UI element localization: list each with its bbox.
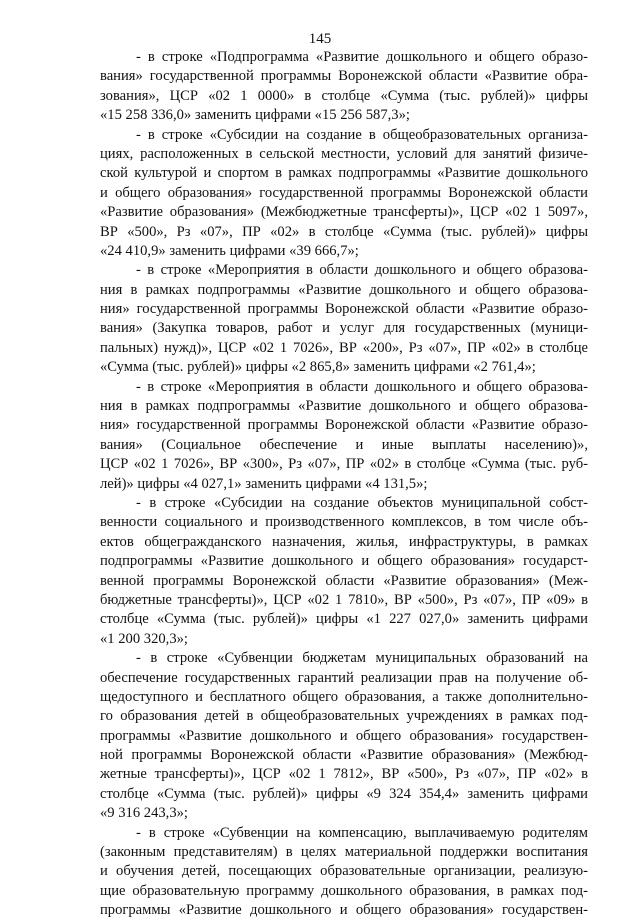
text-line: ной программы Воронежской области «Развитие образования» (Межбюд- — [100, 747, 588, 764]
text-line: ской культурой и спортом в рамках подпрограммы «Развитие дошкольного — [100, 165, 588, 182]
text-line: бюджетные трансферты)», ЦСР «02 1 7810», ВР «500», Рз «07», ПР «09» в — [100, 591, 588, 608]
text-line: щедоступного и бесплатного общего образования, а также дополнительно- — [100, 688, 588, 705]
text-line: (законным представителям) в целях материальной поддержки воспитания — [100, 844, 588, 861]
text-line: венности социального и производственного комплексов, в том числе объ- — [100, 514, 588, 531]
text-line: обеспечение государственных гарантий реализации прав на получение об- — [100, 669, 588, 686]
text-line: «Сумма (тыс. рублей)» цифры «2 865,8» заменить цифрами «2 761,4»; — [100, 359, 536, 376]
text-line: венной программы Воронежской области «Развитие образования» (Меж- — [100, 572, 588, 589]
paragraph — [100, 494, 588, 649]
text-line: «15 258 336,0» заменить цифрами «15 256 587,3»; — [100, 107, 410, 124]
text-line: - в строке «Мероприятия в области дошкольного и общего образова- — [136, 262, 588, 279]
paragraph — [100, 824, 588, 921]
text-line: го образования детей в общеобразовательных учреждениях в рамках под- — [100, 708, 588, 725]
text-line: - в строке «Субвенции на компенсацию, выплачиваемую родителям — [136, 824, 588, 841]
text-line: циях, расположенных в сельской местности, условий для занятий физиче- — [100, 145, 588, 162]
text-line: - в строке «Субсидии на создание объектов муниципальной собст- — [136, 494, 588, 511]
text-line: ния в рамках подпрограммы «Развитие дошкольного и общего образова- — [100, 281, 588, 298]
text-line: - в строке «Подпрограмма «Развитие дошкольного и общего образо- — [136, 49, 588, 65]
text-line: и обучения детей, посещающих образовательные организации, реализую- — [100, 863, 588, 880]
text-line: столбце «Сумма (тыс. рублей)» цифры «1 227 027,0» заменить цифрами — [100, 611, 588, 628]
text-line: ния» государственной программы Воронежской области «Развитие образо- — [100, 417, 588, 434]
text-line: - в строке «Субсидии на создание в общеобразовательных организа- — [136, 126, 588, 143]
text-line: щие образовательную программу дошкольного образования, в рамках под- — [100, 882, 588, 899]
text-line: ЦСР «02 1 7026», ВР «300», Рз «07», ПР «02» в столбце «Сумма (тыс. руб- — [100, 456, 588, 473]
text-line: программы «Развитие дошкольного и общего образования» государствен- — [100, 902, 588, 919]
text-line: - в строке «Субвенции бюджетам муниципальных образований на — [136, 650, 588, 667]
paragraph — [100, 126, 588, 262]
text-line: вания» (Закупка товаров, работ и услуг для государственных (муници- — [100, 320, 588, 337]
text-line: жетные трансферты)», ЦСР «02 1 7812», ВР «500», Рз «07», ПР «02» в — [100, 766, 588, 783]
text-line: лей)» цифры «4 027,1» заменить цифрами «4 131,5»; — [100, 475, 428, 492]
text-line: «24 410,9» заменить цифрами «39 666,7»; — [100, 242, 359, 259]
text-line: вания» государственной программы Воронежской области «Развитие обра- — [100, 68, 588, 85]
text-line: зования», ЦСР «02 1 0000» в столбце «Сумма (тыс. рублей)» цифры — [100, 87, 588, 104]
text-line: пальных) нужд)», ЦСР «02 1 7026», ВР «200», Рз «07», ПР «02» в столбце — [100, 339, 588, 356]
text-line: «1 200 320,3»; — [100, 630, 188, 647]
text-line: «9 316 243,3»; — [100, 805, 188, 822]
page-number: 145 — [308, 31, 332, 47]
paragraph — [100, 649, 588, 824]
paragraph — [100, 261, 588, 377]
text-line: ния» государственной программы Воронежской области «Развитие образо- — [100, 301, 588, 318]
text-line: ектов общегражданского назначения, жилья, инфраструктуры, в рамках — [100, 533, 588, 550]
paragraph — [100, 48, 588, 126]
text-line: вания» (Социальное обеспечение и иные выплаты населению)», — [100, 436, 588, 453]
document-body — [100, 48, 588, 921]
text-line: и общего образования» государственной программы Воронежской области — [100, 184, 588, 201]
text-line: программы «Развитие дошкольного и общего образования» государствен- — [100, 727, 588, 744]
paragraph — [100, 378, 588, 494]
text-line: «Развитие образования» (Межбюджетные трансферты)», ЦСР «02 1 5097», — [100, 204, 588, 221]
text-line: ВР «500», Рз «07», ПР «02» в столбце «Сумма (тыс. рублей)» цифры — [100, 223, 588, 240]
text-line: подпрограммы «Развитие дошкольного и общего образования» государст- — [100, 553, 588, 570]
text-line: - в строке «Мероприятия в области дошкольного и общего образова- — [136, 378, 588, 395]
text-line: ния в рамках подпрограммы «Развитие дошкольного и общего образова- — [100, 398, 588, 415]
text-line: столбце «Сумма (тыс. рублей)» цифры «9 324 354,4» заменить цифрами — [100, 785, 588, 802]
